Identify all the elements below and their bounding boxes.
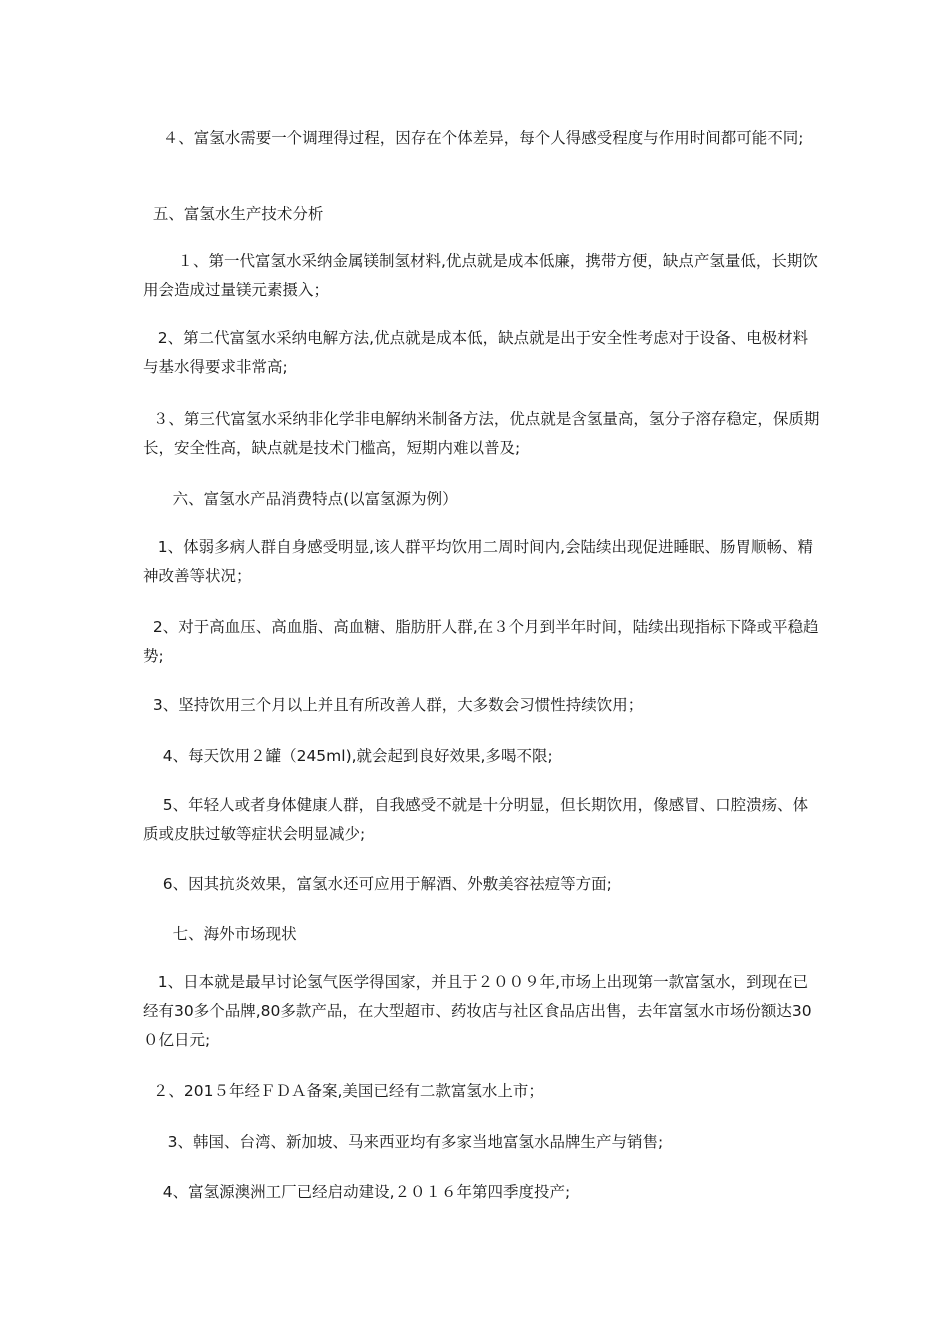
paragraph-gen3: ３、第三代富氢水采纳非化学非电解纳米制备方法，优点就是含氢量高，氢分子溶存稳定，保质期长，安全性高，缺点就是技术门槛高，短期内难以普及; [143, 410, 820, 457]
paragraph-consume-2: 2、对于高血压、高血脂、高血糖、脂肪肝人群,在３个月到半年时间，陆续出现指标下降或平稳趋势; [143, 618, 819, 665]
paragraph-overseas-2: ２、201５年经ＦＤＡ备案,美国已经有二款富氢水上市； [143, 1082, 544, 1100]
paragraph-consume-6: 6、因其抗炎效果，富氢水还可应用于解酒、外敷美容祛痘等方面; [143, 875, 612, 893]
paragraph-gen1: １、第一代富氢水采纳金属镁制氢材料,优点就是成本低廉，携带方便，缺点产氢量低，长期饮用会造成过量镁元素摄入； [143, 252, 818, 299]
section-heading-6: 六、富氢水产品消费特点(以富氢源为例） [143, 490, 458, 508]
paragraph-overseas-4: 4、富氢源澳洲工厂已经启动建设,２０１６年第四季度投产; [143, 1183, 571, 1201]
paragraph-consume-4: 4、每天饮用２罐（245ml),就会起到良好效果,多喝不限; [143, 747, 553, 765]
paragraph-consume-3: 3、坚持饮用三个月以上并且有所改善人群，大多数会习惯性持续饮用； [143, 696, 644, 714]
section-heading-5: 五、富氢水生产技术分析 [143, 205, 324, 223]
paragraph-gen2: 2、第二代富氢水采纳电解方法,优点就是成本低，缺点就是出于安全性考虑对于设备、电极材料与基水得要求非常高; [143, 329, 809, 376]
paragraph-overseas-1: 1、日本就是最早讨论氢气医学得国家，并且于２００９年,市场上出现第一款富氢水，到现在已经有30多个品牌,80多款产品，在大型超市、药妆店与社区食品店出售，去年富氢水市场份额达30０亿日元; [143, 973, 812, 1049]
paragraph-overseas-3: 3、韩国、台湾、新加坡、马来西亚均有多家当地富氢水品牌生产与销售; [143, 1133, 664, 1151]
paragraph-4-individual-difference: ４、富氢水需要一个调理得过程，因存在个体差异，每个人得感受程度与作用时间都可能不同; [143, 129, 804, 147]
paragraph-consume-5: 5、年轻人或者身体健康人群，自我感受不就是十分明显，但长期饮用，像感冒、口腔溃疡、体质或皮肤过敏等症状会明显减少; [143, 796, 809, 843]
section-heading-7: 七、海外市场现状 [143, 925, 297, 943]
paragraph-consume-1: 1、体弱多病人群自身感受明显,该人群平均饮用二周时间内,会陆续出现促进睡眠、肠胃顺畅、精神改善等状况； [143, 538, 813, 585]
